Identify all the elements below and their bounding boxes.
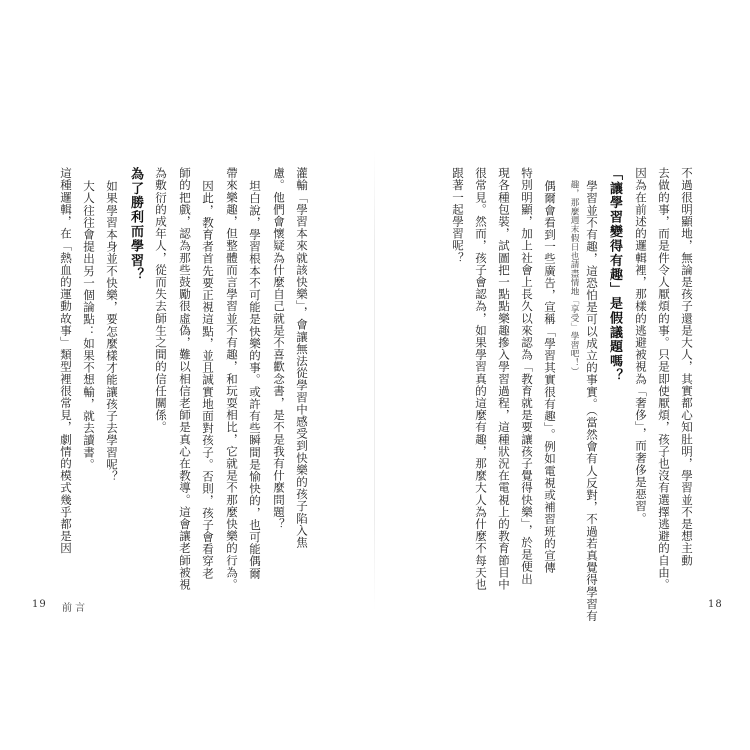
text-column: 不過很明顯地，無論是孩子還是大人，其實都心知肚明，學習並不是想主動 xyxy=(680,167,694,567)
text-column: 慮。他們會懷疑為什麼自己就是不喜歡念書，是不是我有什麼問題？ xyxy=(272,167,286,530)
right-page xyxy=(375,0,750,750)
running-title: 前言 xyxy=(62,603,88,614)
text-column: 帶來樂趣，但整體而言學習並不有趣，和玩耍相比，它就是不那麼快樂的行為。 xyxy=(225,167,239,591)
text-column: 很常見。然而，孩子會認為，如果學習真的這麼有趣，那麼大人為什麼不每天也 xyxy=(474,167,488,591)
page-number: 19 xyxy=(32,599,47,610)
text-column: 如果學習本身並不快樂，要怎麼樣才能讓孩子去學習呢？ xyxy=(105,180,119,483)
text-column: 這種邏輯，在「熱血的運動故事」類型裡很常見，劇情的模式幾乎都是因 xyxy=(59,167,73,555)
section-heading: 「讓學習變得有趣」是假議題嗎？ xyxy=(607,167,622,383)
text-column: 因此，教育者首先要正視這點，並且誠實地面對孩子。否則，孩子會看穿老 xyxy=(201,180,215,580)
page-number: 18 xyxy=(708,599,723,610)
text-column: 學習並不有趣，這恐怕是可以成立的事實。（當然會有人反對，不過若真覺得學習有 xyxy=(585,180,599,622)
text-column: 師的把戲，認為那些鼓勵很虛偽，難以相信老師是真心在教導。這會讓老師被視 xyxy=(178,167,192,591)
text-column: 偶爾會看到一些廣告，宣稱「學習其實很有趣」。例如電視或補習班的宣傳 xyxy=(543,180,557,574)
text-column: 坦白說，學習根本不可能是快樂的事。或許有些瞬間是愉快的，也可能偶爾 xyxy=(248,180,262,580)
note-column: 趣，那麼週末假日也請盡情地「享受」學習吧！） xyxy=(569,180,579,376)
text-column: 跟著一起學習呢？ xyxy=(451,167,465,264)
text-column: 為敷衍的成年人，從而失去師生之間的信任關係。 xyxy=(154,167,168,434)
text-column: 灌輸「學習本來就該快樂」，會讓無法從學習中感受到快樂的孩子陷入焦 xyxy=(295,167,309,549)
section-heading: 為了勝利而學習？ xyxy=(128,167,143,283)
text-column: 大人往往會提出另一個論點：如果不想輸，就去讀書。 xyxy=(82,180,96,471)
text-column: 現各種包裝，試圖把一點點樂趣摻入學習過程，這種狀況在電視上的教育節目中 xyxy=(497,167,511,591)
text-column: 特別明顯，加上社會上長久以來認為「教育就是要讓孩子覺得快樂」，於是便出 xyxy=(520,167,534,585)
text-column: 去做的事，而是件令人厭煩的事。只是即使厭煩，孩子也沒有選擇逃避的自由。 xyxy=(657,167,671,591)
text-column: 因為在前述的邏輯裡，那樣的逃避被視為「奢侈」，而奢侈是惡習。 xyxy=(634,167,648,525)
